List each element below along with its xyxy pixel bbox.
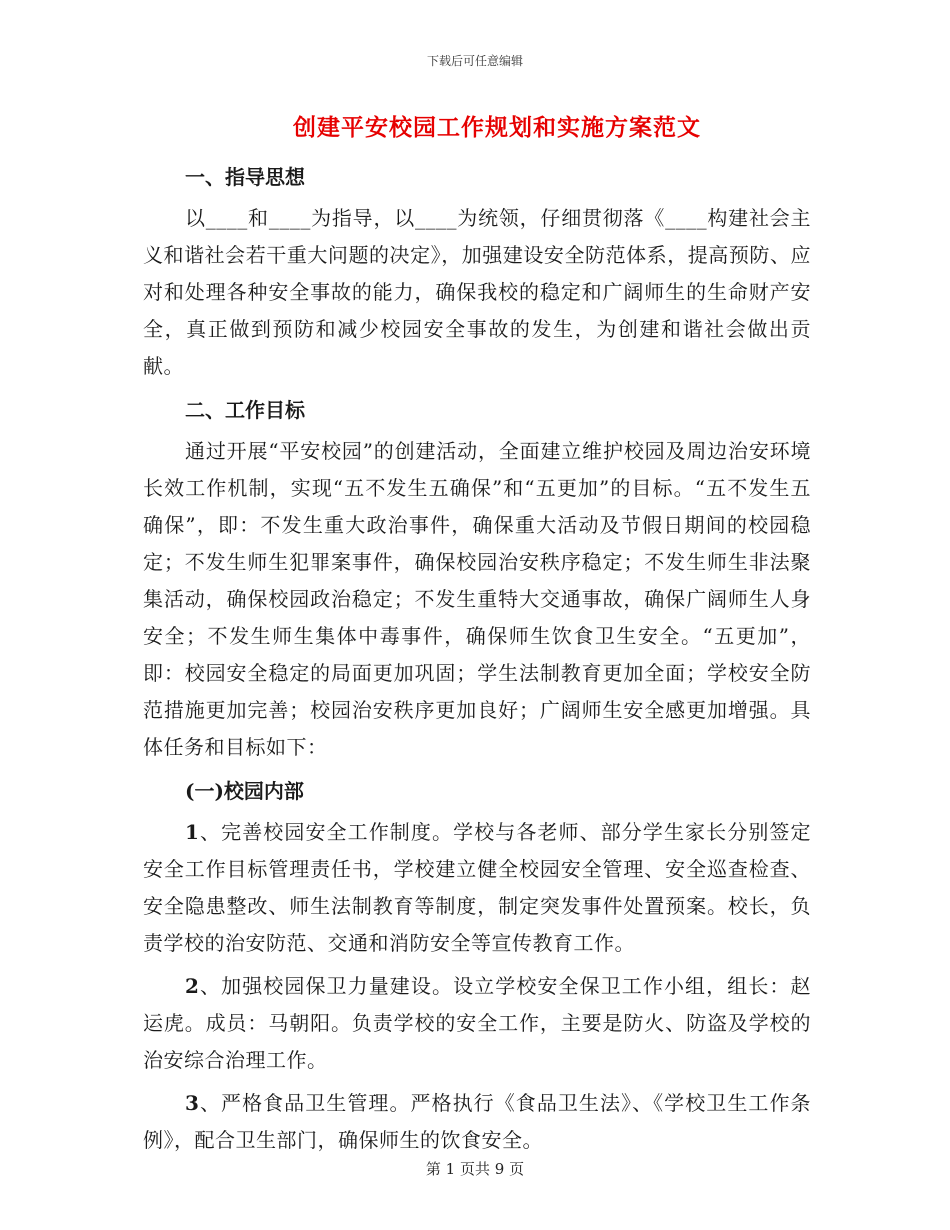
list-item-text: 、加强校园保卫力量建设。设立学校安全保卫工作小组，组长：赵运虎。成员：马朝阳。负责学校的安全工作，主要是防火、防盗及学校的治安综合治理工作。 [143,974,811,1072]
page-footer-page-number: 第 1 页共 9 页 [425,1160,525,1178]
list-item-number: 3 [185,1091,200,1115]
section-paragraph-work-goals: 通过开展“平安校园”的创建活动，全面建立维护校园及周边治安环境长效工作机制，实现“五不发生五确保”和“五更加”的目标。“五不发生五确保”，即：不发生重大政治事件，确保重大活动及节假日期间的校园稳定；不发生师生犯罪案事件，确保校园治安秩序稳定；不发生师生非法聚集活动，确保校园政治稳定；不发生重特大交通事故，确保广阔师生人身安全；不发生师生集体中毒事件，确保师生饮食卫生安全。“五更加”，即：校园安全稳定的局面更加巩固；学生法制教育更加全面；学校安全防范措施更加完善；校园治安秩序更加良好；广阔师生安全感更加增强。具体任务和目标如下： [143,439,811,759]
list-item [143,968,811,1079]
section-heading-work-goals: 二、工作目标 [185,398,305,422]
page-header-note: 下载后可任意编辑 [426,54,523,68]
list-item [143,1085,811,1159]
list-item [143,814,811,962]
list-item-text: 、完善校园安全工作制度。学校与各老师、部分学生家长分别签定安全工作目标管理责任书，学校建立健全校园安全管理、安全巡查检查、安全隐患整改、师生法制教育等制度，制定突发事件处置预案。校长，负责学校的治安防范、交通和消防安全等宣传教育工作。 [143,820,811,955]
list-item-number: 1 [185,820,200,844]
document-body [143,110,811,1165]
section-paragraph-guiding-ideology: 以____和____为指导，以____为统领，仔细贯彻落《____构建社会主义和谐社会若干重大问题的决定》，加强建设安全防范体系，提高预防、应对和处理各种安全事故的能力，确保我校的稳定和广阔师生的生命财产安全，真正做到预防和减少校园安全事故的发生，为创建和谐社会做出贡献。 [143,206,811,378]
list-item-number: 2 [185,974,200,998]
document-title: 创建平安校园工作规划和实施方案范文 [293,114,701,141]
list-item-text: 、严格食品卫生管理。严格执行《食品卫生法》、《学校卫生工作条例》，配合卫生部门，确保师生的饮食安全。 [143,1091,811,1152]
section-heading-guiding-ideology: 一、指导思想 [185,165,305,189]
subsection-heading-campus-internal: (一)校园内部 [185,779,304,803]
